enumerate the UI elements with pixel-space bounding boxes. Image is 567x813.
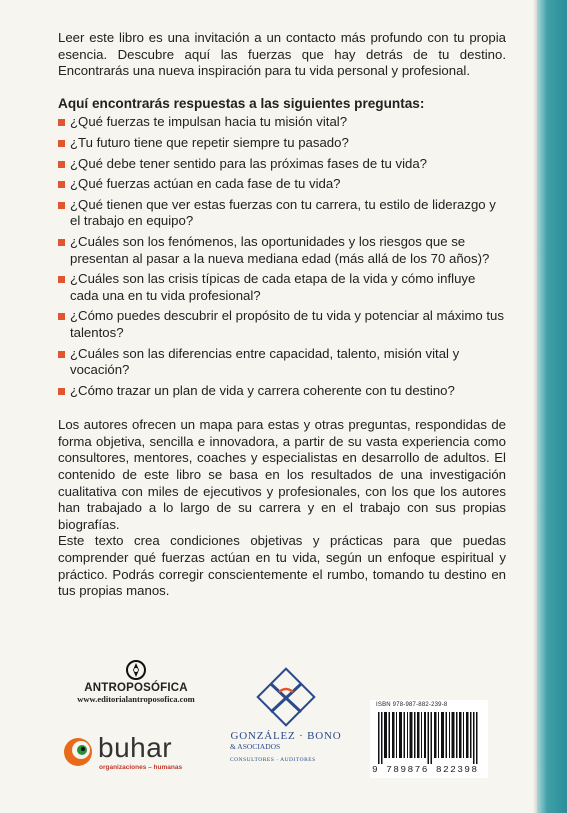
antroposofica-name: ANTROPOSÓFICA <box>84 682 188 694</box>
description-paragraph-2: Este texto crea condiciones objetivas y prácticas para que puedas comprender qué fuerzas actúan en tu vida, según un enfoque espiritual y práctico. Podrás corregir conscientemente el rumbo, tomando tu destino en tus propias manos. <box>58 533 506 599</box>
bullet-square-icon <box>58 239 65 246</box>
question-text: ¿Tu futuro tiene que repetir siempre tu pasado? <box>70 134 349 150</box>
buhar-name: buhar <box>98 732 173 763</box>
bullet-square-icon <box>58 313 65 320</box>
buhar-tagline: organizaciones – humanas <box>99 764 183 771</box>
description-paragraph-1: Los autores ofrecen un mapa para estas y otras preguntas, respondidas de forma objetiva, sencilla e innovadora, a partir de su vasta experiencia como consultores, mentores, coaches y especialistas en desarrollo de adultos. El contenido de este libro se basa en los resultados de una investigación cualitativa con miles de ejecutivos y profesionales, con los que los autores han trabajado a lo largo de su carrera y en el trabajo con sus propias biografías. <box>58 417 506 532</box>
question-item <box>58 156 506 173</box>
questions-list <box>58 114 506 399</box>
question-text: ¿Qué fuerzas te impulsan hacia tu misión vital? <box>70 114 348 130</box>
bullet-square-icon <box>58 181 65 188</box>
antroposofica-url: www.editorialantroposofica.com <box>77 694 195 704</box>
question-text: ¿Cuáles son las diferencias entre capacidad, talento, misión vital y vocación? <box>70 345 460 378</box>
question-item <box>58 114 506 131</box>
antroposofica-mark-icon <box>126 660 146 680</box>
question-text: ¿Cuáles son las crisis típicas de cada etapa de la vida y cómo influye cada una en tu vida profesional? <box>70 271 476 303</box>
publisher-logos <box>0 660 537 813</box>
gonzalez-bono-name: GONZÁLEZ · BONO <box>230 730 342 742</box>
question-item <box>58 176 506 193</box>
gonzalez-bono-mark-icon <box>255 666 317 728</box>
question-item <box>58 197 506 230</box>
bullet-square-icon <box>58 388 65 395</box>
question-text: ¿Cuáles son los fenómenos, las oportunidades y los riesgos que se presentan al pasar a la nueva mediana edad (más allá de los 70 años)? <box>70 233 490 266</box>
intro-paragraph: Leer este libro es una invitación a un contacto más profundo con tu propia esencia. Descubre aquí las fuerzas que hay detrás de tu destino. Encontrarás una nueva inspiración para tu vida personal y profesional. <box>58 30 506 79</box>
questions-heading: Aquí encontrarás respuestas a las siguientes preguntas: <box>58 95 425 111</box>
question-text: ¿Qué fuerzas actúan en cada fase de tu vida? <box>70 176 341 192</box>
bullet-square-icon <box>58 119 65 126</box>
buhar-mark-icon <box>62 736 94 768</box>
question-item <box>58 135 506 152</box>
question-text: ¿Cómo puedes descubrir el propósito de tu vida y potenciar al máximo tus talentos? <box>70 308 504 340</box>
bullet-square-icon <box>58 351 65 358</box>
isbn-label: ISBN 978-987-882-239-8 <box>376 702 448 708</box>
question-item <box>58 308 506 341</box>
question-item <box>58 271 506 304</box>
bullet-square-icon <box>58 276 65 283</box>
question-item <box>58 346 506 379</box>
question-text: ¿Qué tienen que ver estas fuerzas con tu carrera, tu estilo de liderazgo y el trabajo en equipo? <box>70 196 496 229</box>
bullet-square-icon <box>58 140 65 147</box>
gonzalez-bono-logo <box>226 666 346 763</box>
spine-edge <box>537 0 567 813</box>
back-cover-text <box>58 30 506 600</box>
question-item <box>58 234 506 267</box>
question-item <box>58 383 506 400</box>
barcode-icon <box>378 712 480 764</box>
antroposofica-logo <box>66 660 206 704</box>
gonzalez-bono-sub: & ASOCIADOS <box>230 742 281 751</box>
description <box>58 417 506 600</box>
bullet-square-icon <box>58 161 65 168</box>
barcode-digits: 9 789876 822398 <box>372 764 479 775</box>
isbn-barcode <box>370 700 488 778</box>
buhar-logo <box>62 734 202 774</box>
gonzalez-bono-tagline: CONSULTORES · AUDITORES <box>230 757 316 763</box>
question-text: ¿Qué debe tener sentido para las próximas fases de tu vida? <box>70 155 428 171</box>
question-text: ¿Cómo trazar un plan de vida y carrera coherente con tu destino? <box>70 382 455 398</box>
bullet-square-icon <box>58 202 65 209</box>
